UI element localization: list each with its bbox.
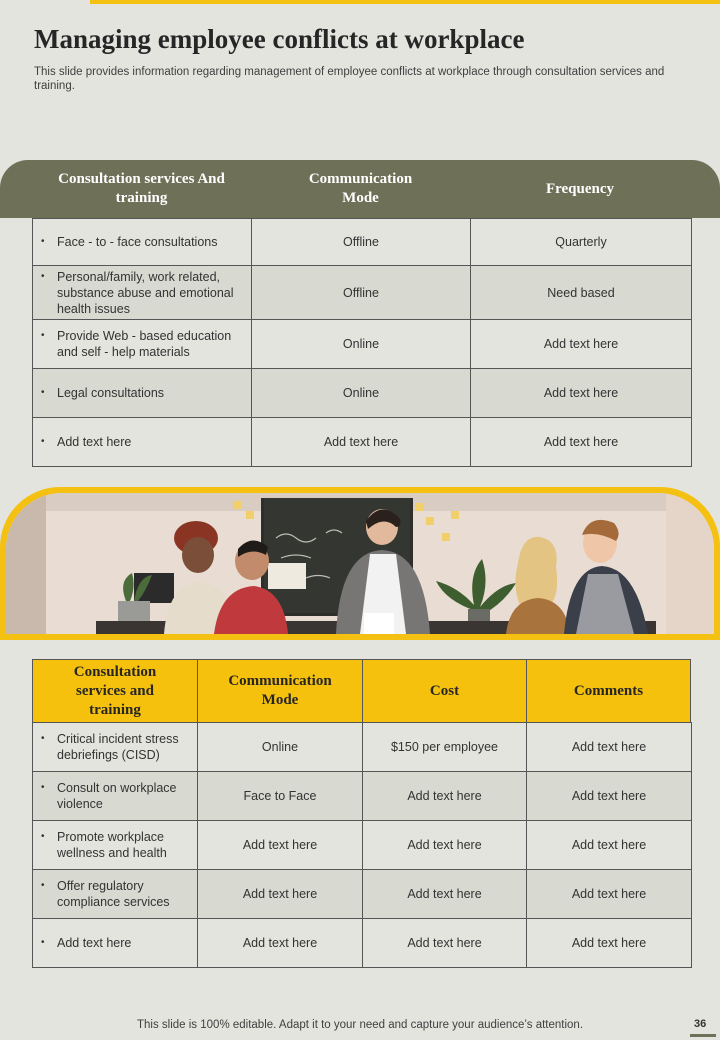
footer-note: This slide is 100% editable. Adapt it to your need and capture your audience’s attention.	[136, 1019, 584, 1031]
bullet-icon: •	[41, 270, 45, 282]
team-meeting-photo	[6, 493, 714, 634]
service-text: Provide Web - based education and self - help materials	[57, 329, 232, 359]
bullet-icon: •	[41, 782, 45, 793]
service-text: Promote workplace wellness and health	[57, 830, 167, 860]
table-cell-frequency: Quarterly	[471, 219, 692, 266]
table-cell-service	[33, 266, 252, 320]
team-meeting-illustration	[6, 493, 714, 634]
table-cell-frequency: Need based	[471, 266, 692, 320]
table-cell-mode: Add text here	[198, 821, 363, 870]
table-cell-comments: Add text here	[527, 772, 692, 821]
page-number: 36	[694, 1018, 707, 1030]
table1	[32, 218, 692, 467]
table-cell-service	[33, 369, 252, 418]
table-cell-mode: Online	[252, 369, 471, 418]
table-cell-service	[33, 821, 198, 870]
table-cell-comments: Add text here	[527, 821, 692, 870]
bullet-icon: •	[41, 937, 45, 948]
table-cell-cost: Add text here	[363, 919, 527, 968]
table-row	[33, 723, 692, 772]
table-cell-cost: Add text here	[363, 772, 527, 821]
table-cell-frequency: Add text here	[471, 320, 692, 369]
page-number-underline	[690, 1034, 716, 1037]
table-cell-mode: Online	[252, 320, 471, 369]
service-text: Consult on workplace violence	[57, 781, 177, 811]
table2-header-comments: Comments	[573, 682, 644, 699]
page-title: Managing employee conflicts at workplace	[34, 24, 525, 54]
service-text: Add text here	[57, 435, 132, 449]
top-accent-bar	[90, 0, 720, 4]
service-text: Personal/family, work related, substance abuse and emotional health issues	[57, 269, 234, 316]
table-cell-service	[33, 772, 198, 821]
table-row	[33, 772, 692, 821]
table-cell-service	[33, 919, 198, 968]
table-cell-comments: Add text here	[527, 919, 692, 968]
table-cell-cost: $150 per employee	[363, 723, 527, 772]
table-cell-mode: Offline	[252, 266, 471, 320]
table-cell-mode: Add text here	[198, 870, 363, 919]
table-row	[33, 821, 692, 870]
table2	[32, 722, 692, 968]
service-text: Face - to - face consultations	[57, 235, 218, 249]
table-row	[33, 320, 692, 369]
table-cell-frequency: Add text here	[471, 418, 692, 467]
table2-header-cost: Cost	[363, 660, 527, 722]
bullet-icon: •	[41, 831, 45, 842]
service-text: Legal consultations	[57, 386, 165, 400]
table-row	[33, 219, 692, 266]
table-cell-service	[33, 418, 252, 467]
bullet-icon: •	[41, 733, 45, 744]
service-text: Offer regulatory compliance services	[57, 879, 170, 909]
table-cell-mode: Offline	[252, 219, 471, 266]
service-text: Add text here	[57, 936, 132, 950]
table-cell-service	[33, 219, 252, 266]
table-row	[33, 369, 692, 418]
table-cell-cost: Add text here	[363, 870, 527, 919]
page-subtitle: This slide provides information regarding management of employee conflicts at workplace through consultation services and training.	[34, 66, 665, 92]
table-cell-service	[33, 320, 252, 369]
table-cell-mode: Add text here	[252, 418, 471, 467]
table-row	[33, 870, 692, 919]
table-cell-mode: Face to Face	[198, 772, 363, 821]
table-cell-mode: Online	[198, 723, 363, 772]
table-cell-mode: Add text here	[198, 919, 363, 968]
table-row	[33, 919, 692, 968]
table-cell-cost: Add text here	[363, 821, 527, 870]
photo-frame	[0, 487, 720, 640]
service-text: Critical incident stress debriefings (CISD)	[57, 732, 179, 762]
table-cell-comments: Add text here	[527, 723, 692, 772]
table-cell-frequency: Add text here	[471, 369, 692, 418]
bullet-icon: •	[41, 330, 45, 341]
table1-header-mode: Communication Mode	[308, 171, 413, 206]
table-row	[33, 266, 692, 320]
bullet-icon: •	[41, 436, 45, 447]
table2-header	[32, 659, 691, 723]
table-cell-service	[33, 870, 198, 919]
table-cell-service	[33, 723, 198, 772]
table2-header-mode: Communication Mode	[198, 660, 363, 722]
bullet-icon: •	[41, 236, 45, 247]
bullet-icon: •	[41, 387, 45, 398]
table-row	[33, 418, 692, 467]
table2-header-service: Consultation services and training	[33, 660, 198, 722]
table1-header-service: Consultation services And training	[58, 171, 225, 206]
table1-header-frequency: Frequency	[545, 180, 615, 197]
table1-header	[0, 160, 720, 218]
table-cell-comments: Add text here	[527, 870, 692, 919]
bullet-icon: •	[41, 880, 45, 891]
